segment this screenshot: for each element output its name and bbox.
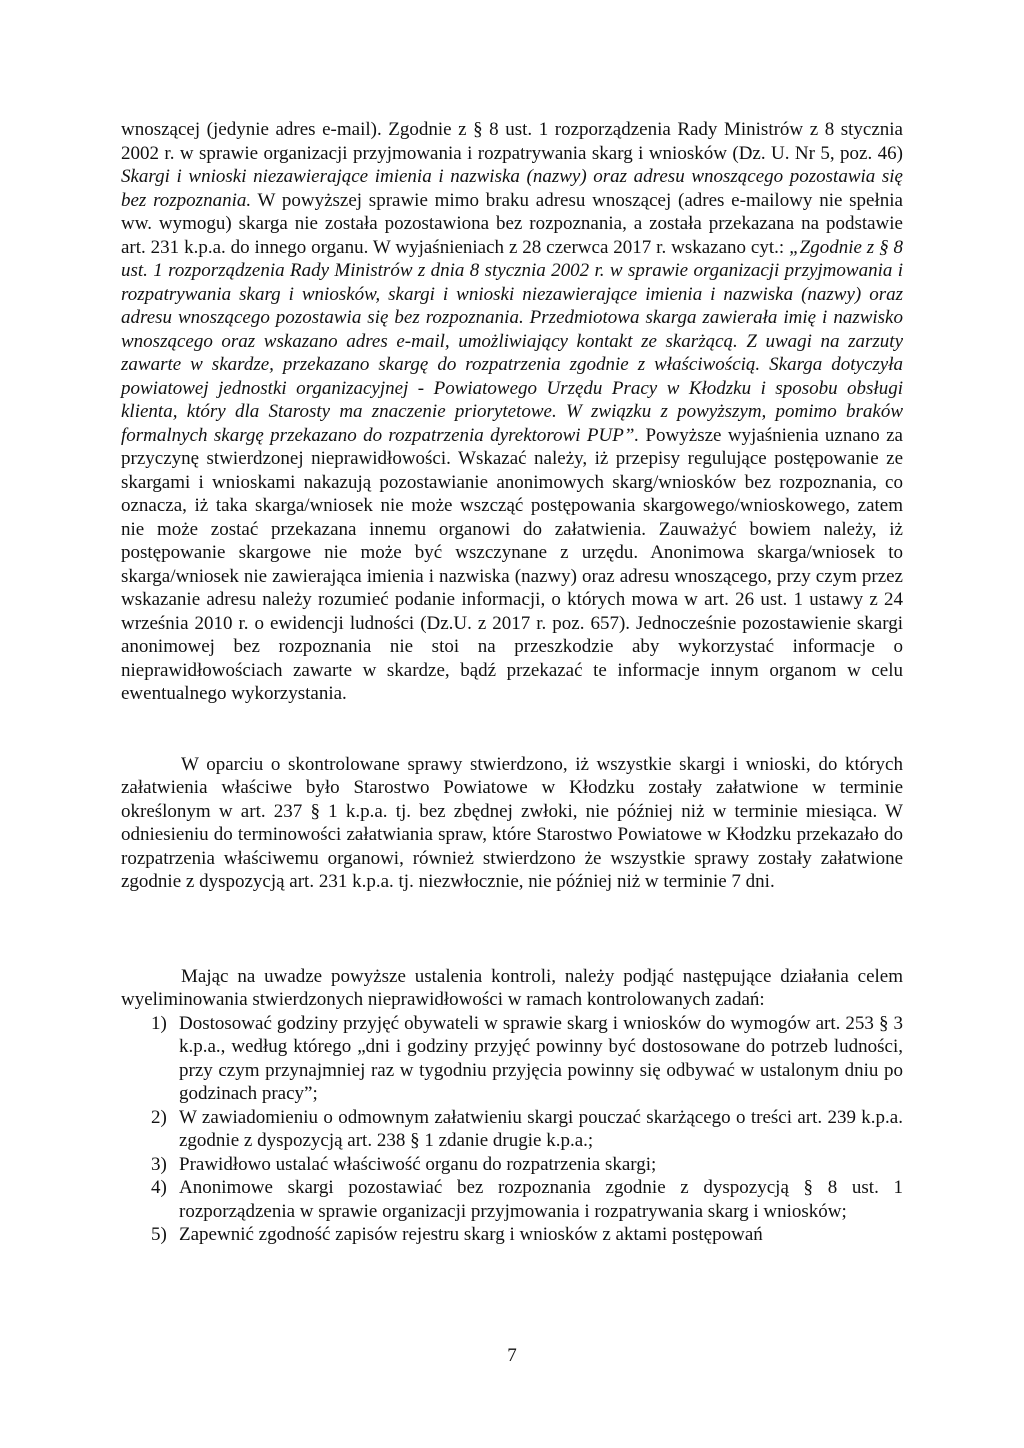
paragraph-text: W powyższej sprawie mimo braku adresu wnoszącej (adres e-mailowy nie spełnia ww. wymogu) skarga nie została pozostawiona bez rozpoznania, a została przekazana na podstawie art. 231 k.p.a. do innego organu. W wyjaśnieniach z 28 czerwca 2017 r. wskazano cyt.: (121, 189, 903, 258)
paragraph-recommendations-intro: Mając na uwadze powyższe ustalenia kontroli, należy podjąć następujące działania celem wyeliminowania stwierdzonych nieprawidłowości w ramach kontrolowanych zadań: (121, 965, 903, 1010)
spacer (121, 706, 903, 753)
list-item (121, 1153, 903, 1177)
list-item-text: Zapewnić zgodność zapisów rejestru skarg i wniosków z aktami postępowań (179, 1224, 763, 1245)
list-item (121, 1106, 903, 1153)
recommendations-list (121, 1012, 903, 1247)
list-number: 3) (151, 1153, 167, 1175)
list-item (121, 1012, 903, 1106)
spacer (121, 894, 903, 965)
list-number: 5) (151, 1224, 167, 1245)
paragraph-text: wnoszącej (jedynie adres e-mail). Zgodnie z § 8 ust. 1 rozporządzenia Rady Ministrów z 8 stycznia 2002 r. w sprawie organizacji przyjmowania i rozpatrywania skarg i wniosków (Dz. U. Nr 5, poz. 46) (121, 119, 903, 164)
explanation-quote: „Zgodnie z § 8 ust. 1 rozporządzenia Rady Ministrów z dnia 8 stycznia 2002 r. w sprawie organizacji przyjmowania i rozpatrywania skarg i wniosków, skargi i wnioski niezawierające imienia i nazwiska (nazwy) oraz adresu wnoszącego pozostawia się bez rozpoznania. Przedmiotowa skarga zawierała imię i nazwisko wnoszącego oraz wskazano adres e-mail, umożliwiający kontakt ze skarżącą. Z uwagi na zarzuty zawarte w skardze, przekazano skargę do rozpatrzenia zgodnie z właściwością. Skarga dotyczyła powiatowej jednostki organizacyjnej - Powiatowego Urzędu Pracy w Kłodzku i sposobu obsługi klienta, który dla Starosty ma znaczenie priorytetowe. W związku z powyższym, pomimo braków formalnych skargę przekazano do rozpatrzenia dyrektorowi PUP”. (121, 236, 903, 446)
list-item-text: Dostosować godziny przyjęć obywateli w sprawie skarg i wniosków do wymogów art. 253 § 3 k.p.a., według którego „dni i godziny przyjęć powinny być dostosowane do potrzeb ludności, przy czym przynajmniej raz w tygodniu przyjęcia powinny się odbywać w ustalonym dniu po godzinach pracy”; (179, 1012, 903, 1104)
list-item-text: Prawidłowo ustalać właściwość organu do rozpatrzenia skargi; (179, 1153, 657, 1175)
list-number: 4) (151, 1177, 167, 1198)
list-item (121, 1176, 903, 1223)
list-item-text: W zawiadomieniu o odmownym załatwieniu skargi pouczać skarżącego o treści art. 239 k.p.a. zgodnie z dyspozycją art. 238 § 1 zdanie drugie k.p.a.; (179, 1106, 903, 1151)
document-page (121, 118, 903, 1247)
list-number: 1) (151, 1012, 167, 1034)
paragraph-text: Powyższe wyjaśnienia uznano za przyczynę stwierdzonej nieprawidłowości. Wskazać należy, iż przepisy regulujące postępowanie ze skargami i wnioskami nakazują pozostawianie anonimowych skarg/wniosków bez rozpoznania, co oznacza, iż taka skarga/wniosek nie może wszcząć postępowania skargowego/wnioskowego, zatem nie może zostać przekazana innemu organowi do załatwienia. Zauważyć bowiem należy, iż postępowanie skargowe nie może być wszczynane z urzędu. Anonimowa skarga/wniosek to skarga/wniosek nie zawierająca imienia i nazwiska (nazwy) oraz adresu wnoszącego, przy czym przez wskazanie adresu należy rozumieć podanie informacji, o których mowa w art. 26 ust. 1 ustawy z 24 września 2010 r. o ewidencji ludności (Dz.U. z 2017 r. poz. 657). Jednocześnie pozostawienie skargi anonimowej bez rozpoznania nie stoi na przeszkodzie aby wykorzystać informacje o nieprawidłowościach zawarte w skardze, bądź przekazać te informacje innym organom w celu ewentualnego wykorzystania. (121, 424, 903, 704)
paragraph-anonymous-complaint (121, 118, 903, 706)
page-number: 7 (507, 1345, 517, 1366)
list-item-text: Anonimowe skargi pozostawiać bez rozpoznania zgodnie z dyspozycją § 8 ust. 1 rozporządzenia w sprawie organizacji przyjmowania i rozpatrywania skarg i wniosków; (179, 1177, 903, 1222)
list-item (121, 1223, 903, 1247)
list-number: 2) (151, 1106, 167, 1128)
regulation-quote: Skargi i wnioski niezawierające imienia i nazwiska (nazwy) oraz adresu wnoszącego pozostawia się bez rozpoznania. (121, 166, 903, 211)
paragraph-timeliness: W oparciu o skontrolowane sprawy stwierdzono, iż wszystkie skargi i wnioski, do których załatwienia właściwe było Starostwo Powiatowe w Kłodzku zostały załatwione w terminie określonym w art. 237 § 1 k.p.a. tj. bez zbędnej zwłoki, nie później niż w terminie miesiąca. W odniesieniu do terminowości załatwiania spraw, które Starostwo Powiatowe w Kłodzku przekazało do rozpatrzenia właściwemu organowi, również stwierdzono że wszystkie sprawy zostały załatwione zgodnie z dyspozycją art. 231 k.p.a. tj. niezwłocznie, nie później niż w terminie 7 dni. (121, 753, 903, 892)
